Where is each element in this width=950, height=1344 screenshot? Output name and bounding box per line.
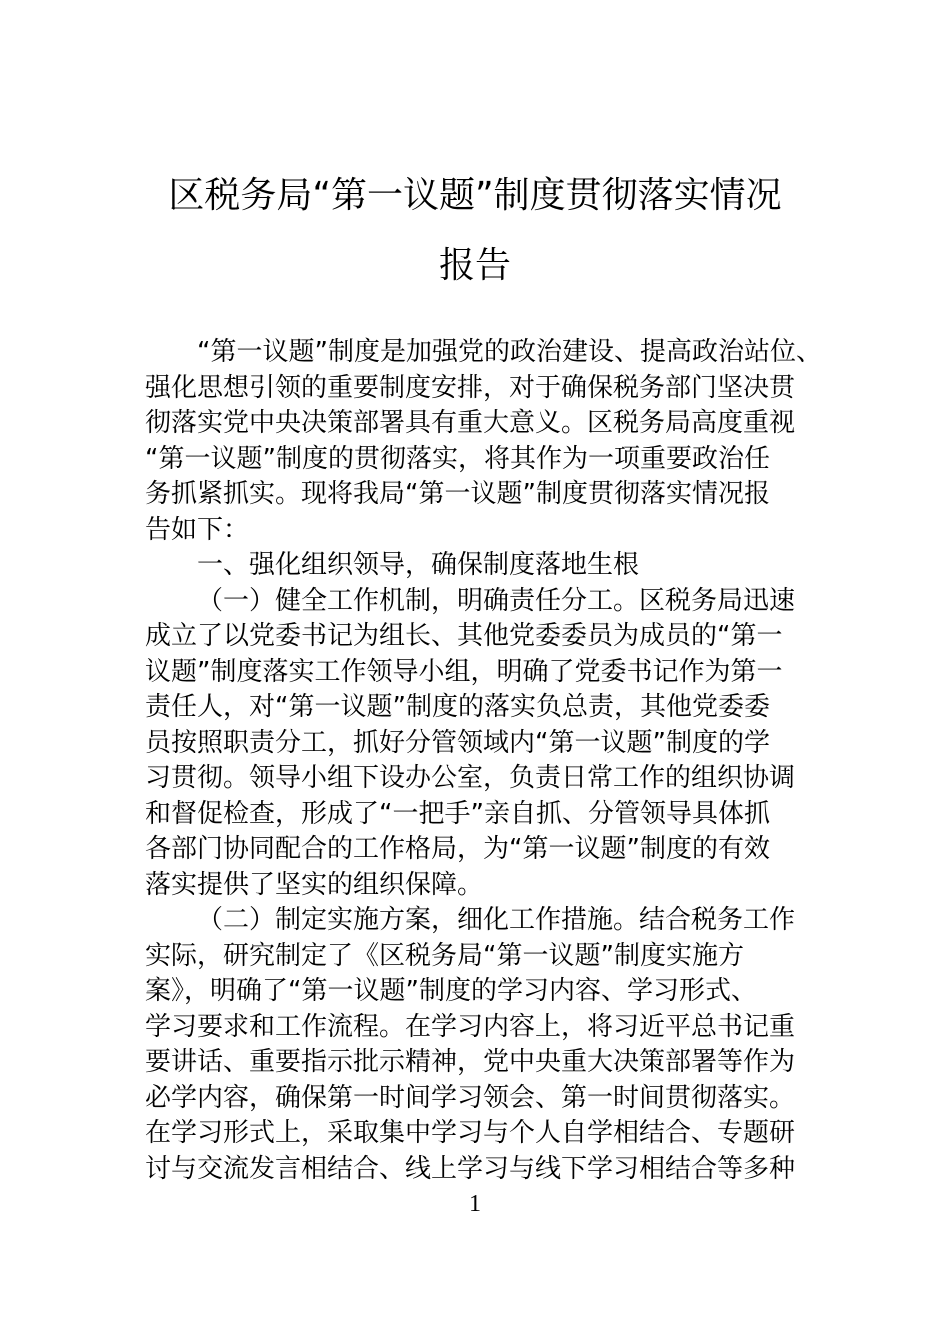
section-heading: 一、强化组织领导，确保制度落地生根 xyxy=(197,550,640,580)
body-line: 落实提供了坚实的组织保障。 xyxy=(145,869,484,900)
document-body xyxy=(145,335,822,1187)
body-line: 责任人，对“第一议题”制度的落实负总责，其他党委委 xyxy=(145,692,770,722)
body-line: 告如下： xyxy=(145,514,250,545)
body-line: 在学习形式上，采取集中学习与个人自学相结合、专题研 xyxy=(145,1118,796,1148)
body-line: 员按照职责分工，抓好分管领域内“第一议题”制度的学 xyxy=(145,727,770,758)
body-line: 各部门协同配合的工作格局，为“第一议题”制度的有效 xyxy=(145,834,770,864)
body-line: “第一议题”制度的贯彻落实，将其作为一项重要政治任 xyxy=(145,443,770,474)
body-line: 讨与交流发言相结合、线上学习与线下学习相结合等多种 xyxy=(145,1153,796,1184)
body-line: 议题”制度落实工作领导小组，明确了党委书记作为第一 xyxy=(145,656,783,687)
body-line: 成立了以党委书记为组长、其他党委委员为成员的“第一 xyxy=(145,621,783,651)
body-line: 习贯彻。领导小组下设办公室，负责日常工作的组织协调 xyxy=(145,763,796,793)
body-line: 学习要求和工作流程。在学习内容上，将习近平总书记重 xyxy=(145,1011,796,1042)
body-line: 必学内容，确保第一时间学习领会、第一时间贯彻落实。 xyxy=(145,1082,796,1113)
body-line: 要讲话、重要指示批示精神，党中央重大决策部署等作为 xyxy=(145,1047,796,1077)
subsection-heading-line: （二）制定实施方案，细化工作措施。结合税务工作 xyxy=(197,905,796,935)
page-number: 1 xyxy=(469,1191,481,1217)
document-title-line-1: 区税务局“第一议题”制度贯彻落实情况 xyxy=(168,175,782,216)
body-line: 强化思想引领的重要制度安排，对于确保税务部门坚决贯 xyxy=(145,372,796,403)
body-line: 案》，明确了“第一议题”制度的学习内容、学习形式、 xyxy=(145,976,757,1006)
body-line: 和督促检查，形成了“一把手”亲自抓、分管领导具体抓 xyxy=(145,798,770,829)
body-line: 实际，研究制定了《区税务局“第一议题”制度实施方 xyxy=(145,940,744,971)
body-line: 务抓紧抓实。现将我局“第一议题”制度贯彻落实情况报 xyxy=(145,479,770,509)
body-line: “第一议题”制度是加强党的政治建设、提高政治站位、 xyxy=(197,337,822,367)
document-title-line-2: 报告 xyxy=(438,245,511,286)
subsection-heading-line: （一）健全工作机制，明确责任分工。区税务局迅速 xyxy=(197,585,796,616)
body-line: 彻落实党中央决策部署具有重大意义。区税务局高度重视 xyxy=(145,408,796,438)
